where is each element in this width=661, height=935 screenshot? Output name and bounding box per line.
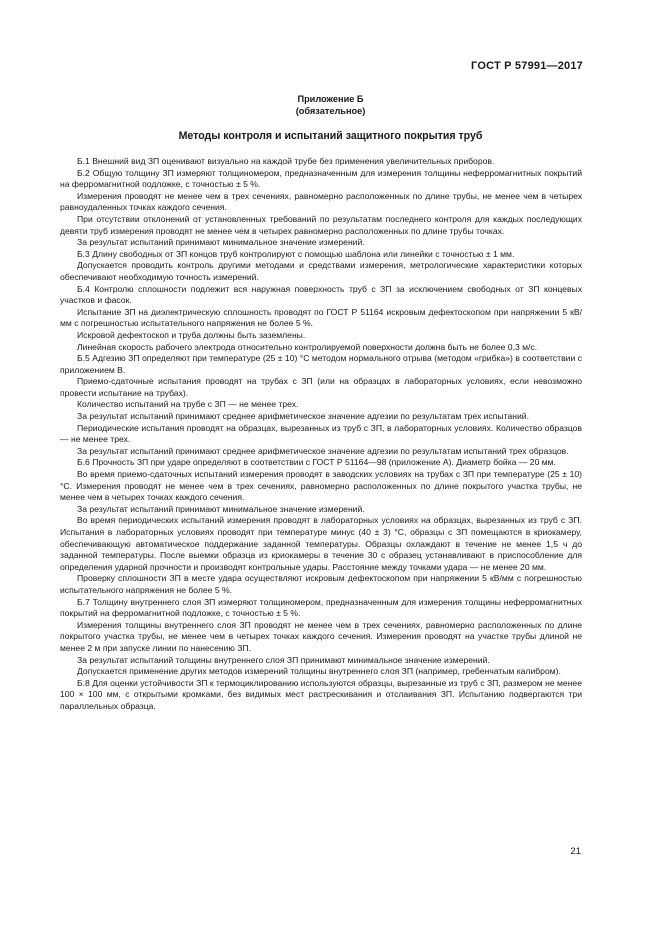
paragraph: Количество испытаний на трубе с ЗП — не менее трех.	[77, 399, 299, 410]
appendix-title: Приложение Б	[297, 94, 364, 104]
paragraph: Измерения толщины внутреннего слоя ЗП проводят не менее чем в трех сечениях, равномерно расположенных по длине покрытого участка трубы, не менее чем в четырех точках каждого сечения. Измерения проводят на участке трубы длиной не менее 2 м при запуске линии по нанесению ЗП.	[60, 619, 582, 653]
paragraph: За результат испытаний принимают минимальное значение измерений.	[77, 237, 365, 248]
appendix-status: (обязательное)	[295, 106, 366, 116]
paragraph: Допускается применение других методов измерений толщины внутреннего слоя ЗП (например, гребенчатым калибром).	[77, 666, 561, 677]
body-text	[60, 156, 582, 713]
paragraph: Б.4 Контролю сплошности подлежит вся наружная поверхность труб с ЗП за исключением свободных от ЗП концевых участков и фасок.	[60, 283, 582, 306]
paragraph: Допускается проводить контроль другими методами и средствами измерения, метрологические характеристики которых обеспечивают необходимую точность измерений.	[60, 260, 582, 282]
paragraph: За результат испытаний принимают минимальное значение измерений.	[77, 503, 365, 514]
page-number: 21	[570, 846, 581, 857]
paragraph: Б.3 Длину свободных от ЗП концов труб контролируют с помощью шаблона или линейки с точностью ± 1 мм.	[77, 248, 515, 259]
paragraph: Искровой дефектоскоп и труба должны быть заземлены.	[77, 329, 306, 340]
paragraph: Приемо-сдаточные испытания проводят на трубах с ЗП (или на образцах в лабораторных условиях, если невозможно провести испытание на трубах).	[60, 376, 582, 398]
paragraph: Б.7 Толщину внутреннего слоя ЗП измеряют толщиномером, предназначенным для измерения толщины неферромагнитных покрытий на ферромагнитной подложке, с точностью ± 5 %.	[60, 596, 582, 619]
paragraph: Измерения проводят не менее чем в трех сечениях, равномерно расположенных по длине трубы, не менее чем в четырех равноудаленных точках каждого сечения.	[60, 190, 582, 213]
paragraph: Во время приемо-сдаточных испытаний измерения проводят в заводских условиях на трубах с ЗП при температуре (25 ± 10) °С. Измерения проводят не менее чем в трех сечениях, равномерно расположенных по длине покрытого участка трубы, не менее чем в четырех точках каждого сечения.	[60, 469, 582, 503]
paragraph: Б.5 Адгезию ЗП определяют при температуре (25 ± 10) °С методом нормального отрыва (методом «грибка») в соответствии с приложением В.	[60, 353, 582, 375]
paragraph: За результат испытаний принимают среднее арифметическое значение адгезии по результатам трех испытаний.	[77, 411, 529, 422]
document-id: ГОСТ Р 57991—2017	[471, 60, 583, 72]
paragraph: Б.1 Внешний вид ЗП оценивают визуально на каждой трубе без применения увеличительных приборов.	[77, 156, 495, 166]
paragraph: Периодические испытания проводят на образцах, вырезанных из труб с ЗП, в лабораторных условиях. Количество образцов — не менее трех.	[60, 422, 582, 445]
paragraph: Испытание ЗП на диэлектрическую сплошность проводят по ГОСТ Р 51164 искровым дефектоскопом при напряжении 5 кВ/мм с погрешностью испытательного напряжения не более 5 %.	[60, 306, 582, 329]
paragraph: Б.8 Для оценки устойчивости ЗП к термоциклированию используются образцы, вырезанные из труб с ЗП, размером не менее 100 × 100 мм, с открытыми кромками, без видимых мест растрескивания и отслаивания ЗП. Испытанию подвергаются три параллельных образца.	[60, 677, 582, 711]
section-title: Методы контроля и испытаний защитного покрытия труб	[178, 130, 483, 142]
paragraph: Линейная скорость рабочего электрода относительно контролируемой поверхности должна быть не более 0,3 м/с.	[77, 341, 538, 352]
paragraph: При отсутствии отклонений от установленных требований по результатам последнего контроля для каждых последующих девяти труб измерения проводят не менее чем в четырех равномерно расположенных по длине трубы точках.	[60, 213, 582, 236]
paragraph: За результат испытаний толщины внутреннего слоя ЗП принимают минимальное значение измерений.	[77, 654, 490, 665]
paragraph: Б.6 Прочность ЗП при ударе определяют в соответствии с ГОСТ Р 51164—98 (приложение А). Диаметр бойка — 20 мм.	[77, 457, 556, 468]
paragraph: За результат испытаний принимают среднее арифметическое значение адгезии по результатам испытаний трех образцов.	[77, 445, 569, 456]
paragraph: Во время периодических испытаний измерения проводят в лабораторных условиях на образцах, вырезанных из труб с ЗП. Испытания в лабораторных условиях проводят при температуре минус (40 ± 3) °С, образцы с ЗП помещаются в криокамеру, обеспечивающую автоматическое поддержание заданной температуры. Образцы охлаждают в течение не менее 1,5 ч до заданной температуры. После выемки образца из криокамеры в течение 30 с образец устанавливают в приспособление для определения ударной прочности и производят контрольные удары. Расстояние между точками удара — не менее 20 мм.	[60, 515, 582, 572]
paragraph: Б.2 Общую толщину ЗП измеряют толщиномером, предназначенным для измерения толщины неферромагнитных покрытий на ферромагнитной подложке, с точностью ± 5 %.	[60, 167, 582, 190]
paragraph: Проверку сплошности ЗП в месте удара осуществляют искровым дефектоскопом при напряжении 5 кВ/мм с погрешностью испытательного напряжения не более 5 %.	[60, 573, 582, 595]
